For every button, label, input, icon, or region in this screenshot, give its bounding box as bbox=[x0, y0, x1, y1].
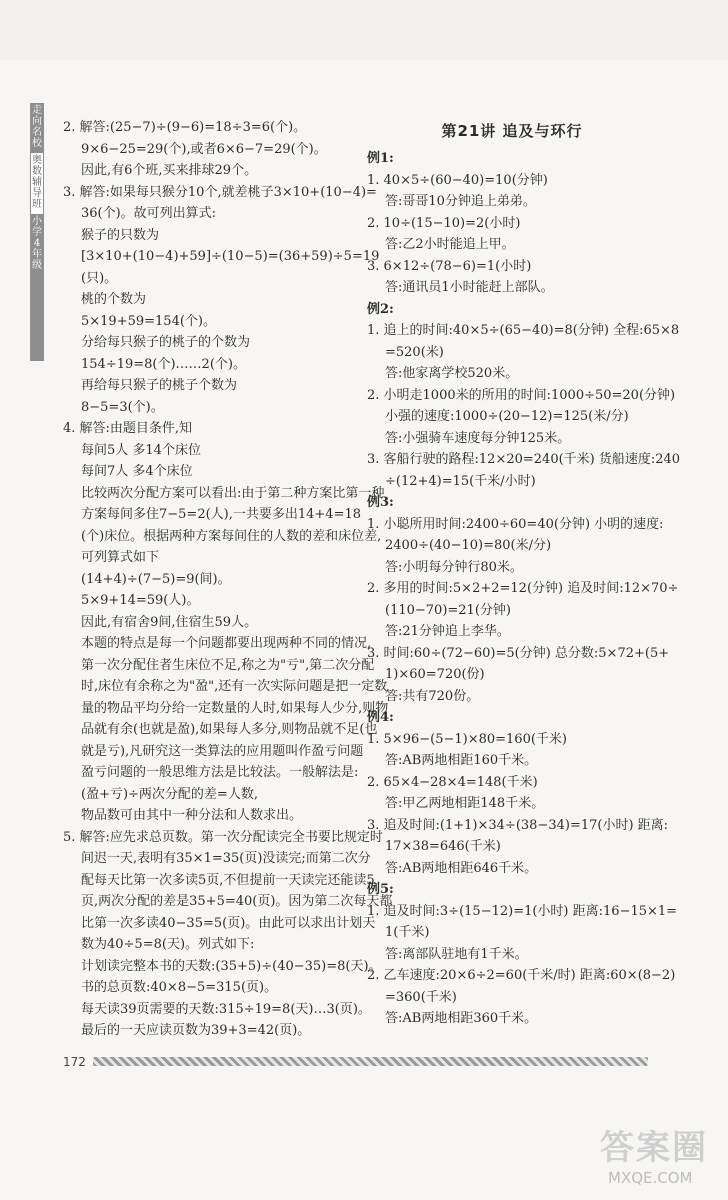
right-line: 答:小强骑车速度每分钟125米。 bbox=[385, 430, 571, 446]
left-line: 因此,有6个班,买来排球29个。 bbox=[81, 163, 258, 178]
left-line: 每天读39页需要的天数:315÷19=8(天)…3(页)。 bbox=[81, 1001, 371, 1017]
left-line: 桃的个数为 bbox=[81, 292, 147, 307]
left-line: 5×19+59=154(个)。 bbox=[81, 313, 216, 329]
right-line: 1)×60=720(份) bbox=[385, 667, 485, 682]
left-line: 间迟一天,表明有35×1=35(页)没读完;而第二次分 bbox=[81, 851, 371, 866]
right-line: 3. 时间:60÷(72−60)=5(分钟) 总分数:5×72+(5+ bbox=[367, 645, 670, 661]
right-line: 17×38=646(千米) bbox=[385, 839, 501, 854]
left-line: 计划读完整本书的天数:(35+5)÷(40−35)=8(天)。 bbox=[81, 958, 382, 974]
left-line: 时,床位有余称之为"盈",还有一次实际问题是把一定数 bbox=[81, 679, 388, 694]
right-line: 1(千米) bbox=[385, 925, 430, 940]
right-line: 2. 小明走1000米的所用的时间:1000÷50=20(分钟) bbox=[367, 387, 676, 403]
left-line: 2. 解答:(25−7)÷(9−6)=18÷3=6(个)。 bbox=[63, 120, 307, 135]
left-line: 物品数可由其中一种分法和人数求出。 bbox=[81, 808, 303, 823]
right-line: 例4: bbox=[367, 710, 394, 725]
right-line: 答:AB两地相距360千米。 bbox=[385, 1011, 538, 1026]
left-line: 3. 解答:如果每只猴分10个,就差桃子3×10+(10−4)= bbox=[63, 184, 377, 200]
left-line: 猴子的只数为 bbox=[81, 227, 160, 243]
right-line: 2. 乙车速度:20×6÷2=60(千米/时) 距离:60×(8−2) bbox=[367, 968, 676, 983]
sidebar-grade: 小 学 4 年 级 bbox=[32, 216, 42, 271]
lecture-title: 第21讲 追及与环行 bbox=[441, 122, 583, 140]
left-line: (只)。 bbox=[81, 270, 118, 286]
left-line: (14+4)÷(7−5)=9(间)。 bbox=[81, 571, 231, 587]
left-line: 量的物品平均分给一定数量的人时,如果每人少分,则物 bbox=[81, 700, 389, 716]
right-line: 答:乙2小时能追上甲。 bbox=[385, 237, 515, 252]
left-line: 本题的特点是每一个问题都要出现两种不同的情况, bbox=[81, 636, 372, 651]
right-line: 答:通讯员1小时能赶上部队。 bbox=[385, 280, 554, 295]
footer-stripe bbox=[93, 1057, 648, 1066]
left-line: 9×6−25=29(个),或者6×6−7=29(个)。 bbox=[81, 141, 327, 157]
right-line: 1. 追及时间:3÷(15−12)=1(小时) 距离:16−15×1= bbox=[367, 903, 678, 919]
left-line: 每间7人 多4个床位 bbox=[81, 464, 193, 479]
left-line: 154÷19=8(个)……2(个)。 bbox=[81, 356, 246, 372]
left-line: [3×10+(10−4)+59]÷(10−5)=(36+59)÷5=19 bbox=[81, 249, 380, 264]
right-line: 3. 6×12÷(78−6)=1(小时) bbox=[367, 258, 532, 274]
right-line: =520(米) bbox=[385, 344, 444, 360]
left-line: 配每天比第一次多读5页,不但提前一天读完还能读5 bbox=[81, 872, 375, 888]
left-line: 5. 解答:应先求总页数。第一次分配读完全书要比规定时 bbox=[63, 829, 383, 845]
page-number: 172 bbox=[63, 1055, 86, 1069]
left-line: 比较两次分配方案可以看出:由于第二种方案比第一种 bbox=[81, 485, 385, 501]
right-line: 1. 追上的时间:40×5÷(65−40)=8(分钟) 全程:65×8 bbox=[367, 323, 680, 338]
right-line: 3. 追及时间:(1+1)×34÷(38−34)=17(小时) 距离: bbox=[367, 817, 669, 833]
left-line: 比第一次多读40−35=5(页)。由此可以求出计划天 bbox=[81, 915, 376, 931]
right-line: 答:AB两地相距646千米。 bbox=[385, 860, 538, 876]
right-column bbox=[367, 117, 681, 1030]
right-line: ÷(12+4)=15(千米/小时) bbox=[385, 473, 536, 489]
right-line: =360(千米) bbox=[385, 989, 457, 1005]
right-line: 3. 客船行驶的路程:12×20=240(千米) 货船速度:240 bbox=[367, 452, 681, 467]
left-line: 每间5人 多14个床位 bbox=[81, 442, 201, 458]
right-lines bbox=[367, 148, 681, 1030]
left-line: 因此,有宿舍9间,住宿生59人。 bbox=[81, 614, 258, 630]
watermark-url: MXQE.COM bbox=[608, 1169, 693, 1187]
top-margin bbox=[0, 0, 728, 60]
right-line: 例5: bbox=[367, 882, 394, 897]
left-line: 盈亏问题的一般思维方法是比较法。一般解法是: bbox=[81, 765, 359, 780]
left-line: 8−5=3(个)。 bbox=[81, 399, 164, 415]
left-line: (个)床位。根据两种方案每间住的人数的差和床位差, bbox=[81, 528, 382, 544]
right-line: 1. 5×96−(5−1)×80=160(千米) bbox=[367, 731, 567, 747]
right-line: 答:共有720份。 bbox=[385, 688, 480, 704]
right-line: 1. 小聪所用时间:2400÷60=40(分钟) 小明的速度: bbox=[367, 516, 664, 532]
left-line: 分给每只猴子的桃子的个数为 bbox=[81, 335, 251, 350]
right-line: 例1: bbox=[367, 151, 394, 166]
right-line: 例2: bbox=[367, 301, 394, 317]
left-line: 最后的一天应读页数为39+3=42(页)。 bbox=[81, 1023, 311, 1038]
right-line: (110−70)=21(分钟) bbox=[385, 602, 511, 618]
watermark bbox=[600, 1128, 720, 1194]
left-line: 5×9+14=59(人)。 bbox=[81, 593, 200, 608]
left-line: 可列算式如下 bbox=[81, 550, 160, 565]
left-line: 书的总页数:40×8−5=315(页)。 bbox=[81, 980, 278, 995]
right-line: 答:离部队驻地有1千米。 bbox=[385, 946, 528, 962]
right-line: 2. 多用的时间:5×2+2=12(分钟) 追及时间:12×70÷ bbox=[367, 581, 679, 596]
left-line: 再给每只猴子的桃子个数为 bbox=[81, 378, 238, 393]
left-line: (盈+亏)÷两次分配的差=人数, bbox=[81, 786, 258, 802]
left-line: 品就有余(也就是盈),如果每人多分,则物品就不足(也 bbox=[81, 722, 378, 737]
sidebar-book: 奥 数 辅 导 班 bbox=[31, 153, 43, 214]
right-line: 2. 65×4−28×4=148(千米) bbox=[367, 774, 538, 790]
sidebar-series: 走 向 名 校 bbox=[32, 105, 42, 149]
right-line: 2. 10÷(15−10)=2(小时) bbox=[367, 215, 521, 231]
right-line: 答:哥哥10分钟追上弟弟。 bbox=[385, 194, 536, 209]
right-line: 答:甲乙两地相距148千米。 bbox=[385, 796, 545, 811]
right-line: 答:AB两地相距160千米。 bbox=[385, 753, 538, 768]
right-line: 答:他家离学校520米。 bbox=[385, 366, 519, 381]
page-footer bbox=[63, 1051, 651, 1073]
left-line: 36(个)。故可列出算式: bbox=[81, 206, 217, 221]
right-line: 小强的速度:1000÷(20−12)=125(米/分) bbox=[385, 409, 629, 424]
left-line: 就是亏),凡研究这一类算法的应用题叫作盈亏问题 bbox=[81, 743, 364, 759]
right-line: 答:小明每分钟行80米。 bbox=[385, 559, 523, 575]
left-line: 第一次分配住者生床位不足,称之为"亏",第二次分配 bbox=[81, 657, 375, 673]
left-line: 方案每间多住7−5=2(人),一共要多出14+4=18 bbox=[81, 507, 362, 522]
watermark-main: 答案圈 bbox=[600, 1128, 708, 1168]
left-line: 页,两次分配的差是35+5=40(页)。因为第二次每天都 bbox=[81, 894, 393, 909]
left-line: 4. 解答:由题目条件,知 bbox=[63, 421, 193, 436]
right-line: 2400÷(40−10)=80(米/分) bbox=[385, 538, 552, 553]
right-line: 答:21分钟追上李华。 bbox=[385, 624, 510, 639]
sidebar-tab bbox=[30, 103, 44, 361]
right-line: 例3: bbox=[367, 495, 394, 510]
right-line: 1. 40×5÷(60−40)=10(分钟) bbox=[367, 172, 548, 188]
left-line: 数为40÷5=8(天)。列式如下: bbox=[81, 937, 255, 952]
